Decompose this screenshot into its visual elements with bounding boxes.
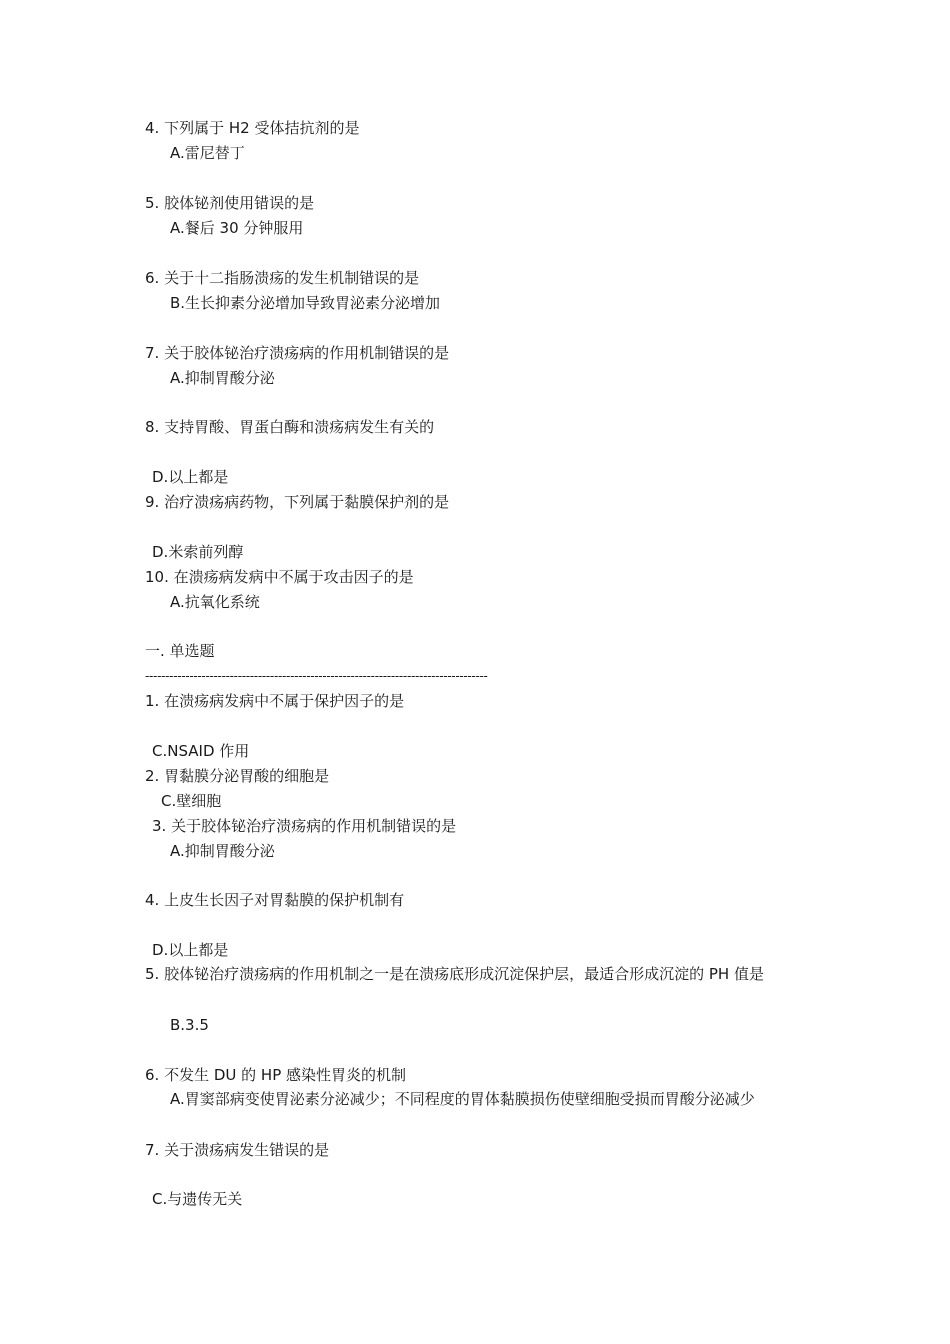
question-5: 5. 胶体铋剂使用错误的是 (145, 194, 315, 212)
question-9: 9. 治疗溃疡病药物，下列属于黏膜保护剂的是 (145, 493, 450, 511)
single-question-5: 5. 胶体铋治疗溃疡病的作用机制之一是在溃疡底形成沉淀保护层，最适合形成沉淀的 PH 值是 (145, 965, 764, 983)
single-answer-2: C.壁细胞 (161, 792, 222, 810)
question-7: 7. 关于胶体铋治疗溃疡病的作用机制错误的是 (145, 344, 450, 362)
single-question-2: 2. 胃黏膜分泌胃酸的细胞是 (145, 767, 330, 785)
answer-7: A.抑制胃酸分泌 (170, 369, 275, 387)
question-8: 8. 支持胃酸、胃蛋白酶和溃疡病发生有关的 (145, 418, 435, 436)
single-question-4: 4. 上皮生长因子对胃黏膜的保护机制有 (145, 891, 405, 909)
answer-6: B.生长抑素分泌增加导致胃泌素分泌增加 (170, 294, 441, 312)
single-answer-1: C.NSAID 作用 (152, 742, 250, 760)
single-question-6: 6. 不发生 DU 的 HP 感染性胃炎的机制 (145, 1066, 407, 1084)
question-4: 4. 下列属于 H2 受体拮抗剂的是 (145, 119, 360, 137)
answer-5: A.餐后 30 分钟服用 (170, 219, 304, 237)
answer-9: D.米索前列醇 (152, 543, 244, 561)
single-answer-7: C.与遗传无关 (152, 1190, 243, 1208)
single-answer-3: A.抑制胃酸分泌 (170, 842, 275, 860)
single-answer-4: D.以上都是 (152, 941, 229, 959)
single-question-1: 1. 在溃疡病发病中不属于保护因子的是 (145, 692, 405, 710)
question-10: 10. 在溃疡病发病中不属于攻击因子的是 (145, 568, 414, 586)
answer-8: D.以上都是 (152, 468, 229, 486)
question-6: 6. 关于十二指肠溃疡的发生机制错误的是 (145, 269, 420, 287)
answer-10: A.抗氧化系统 (170, 593, 260, 611)
answer-4: A.雷尼替丁 (170, 144, 245, 162)
single-question-7: 7. 关于溃疡病发生错误的是 (145, 1141, 330, 1159)
single-answer-6: A.胃窦部病变使胃泌素分泌减少；不同程度的胃体黏膜损伤使壁细胞受损而胃酸分泌减少 (170, 1090, 755, 1108)
section-heading: 一. 单选题 (145, 642, 215, 660)
single-answer-5: B.3.5 (170, 1016, 209, 1034)
divider-line: ------------------------------------------------------------------------------------- (145, 669, 488, 683)
single-question-3: 3. 关于胶体铋治疗溃疡病的作用机制错误的是 (152, 817, 457, 835)
